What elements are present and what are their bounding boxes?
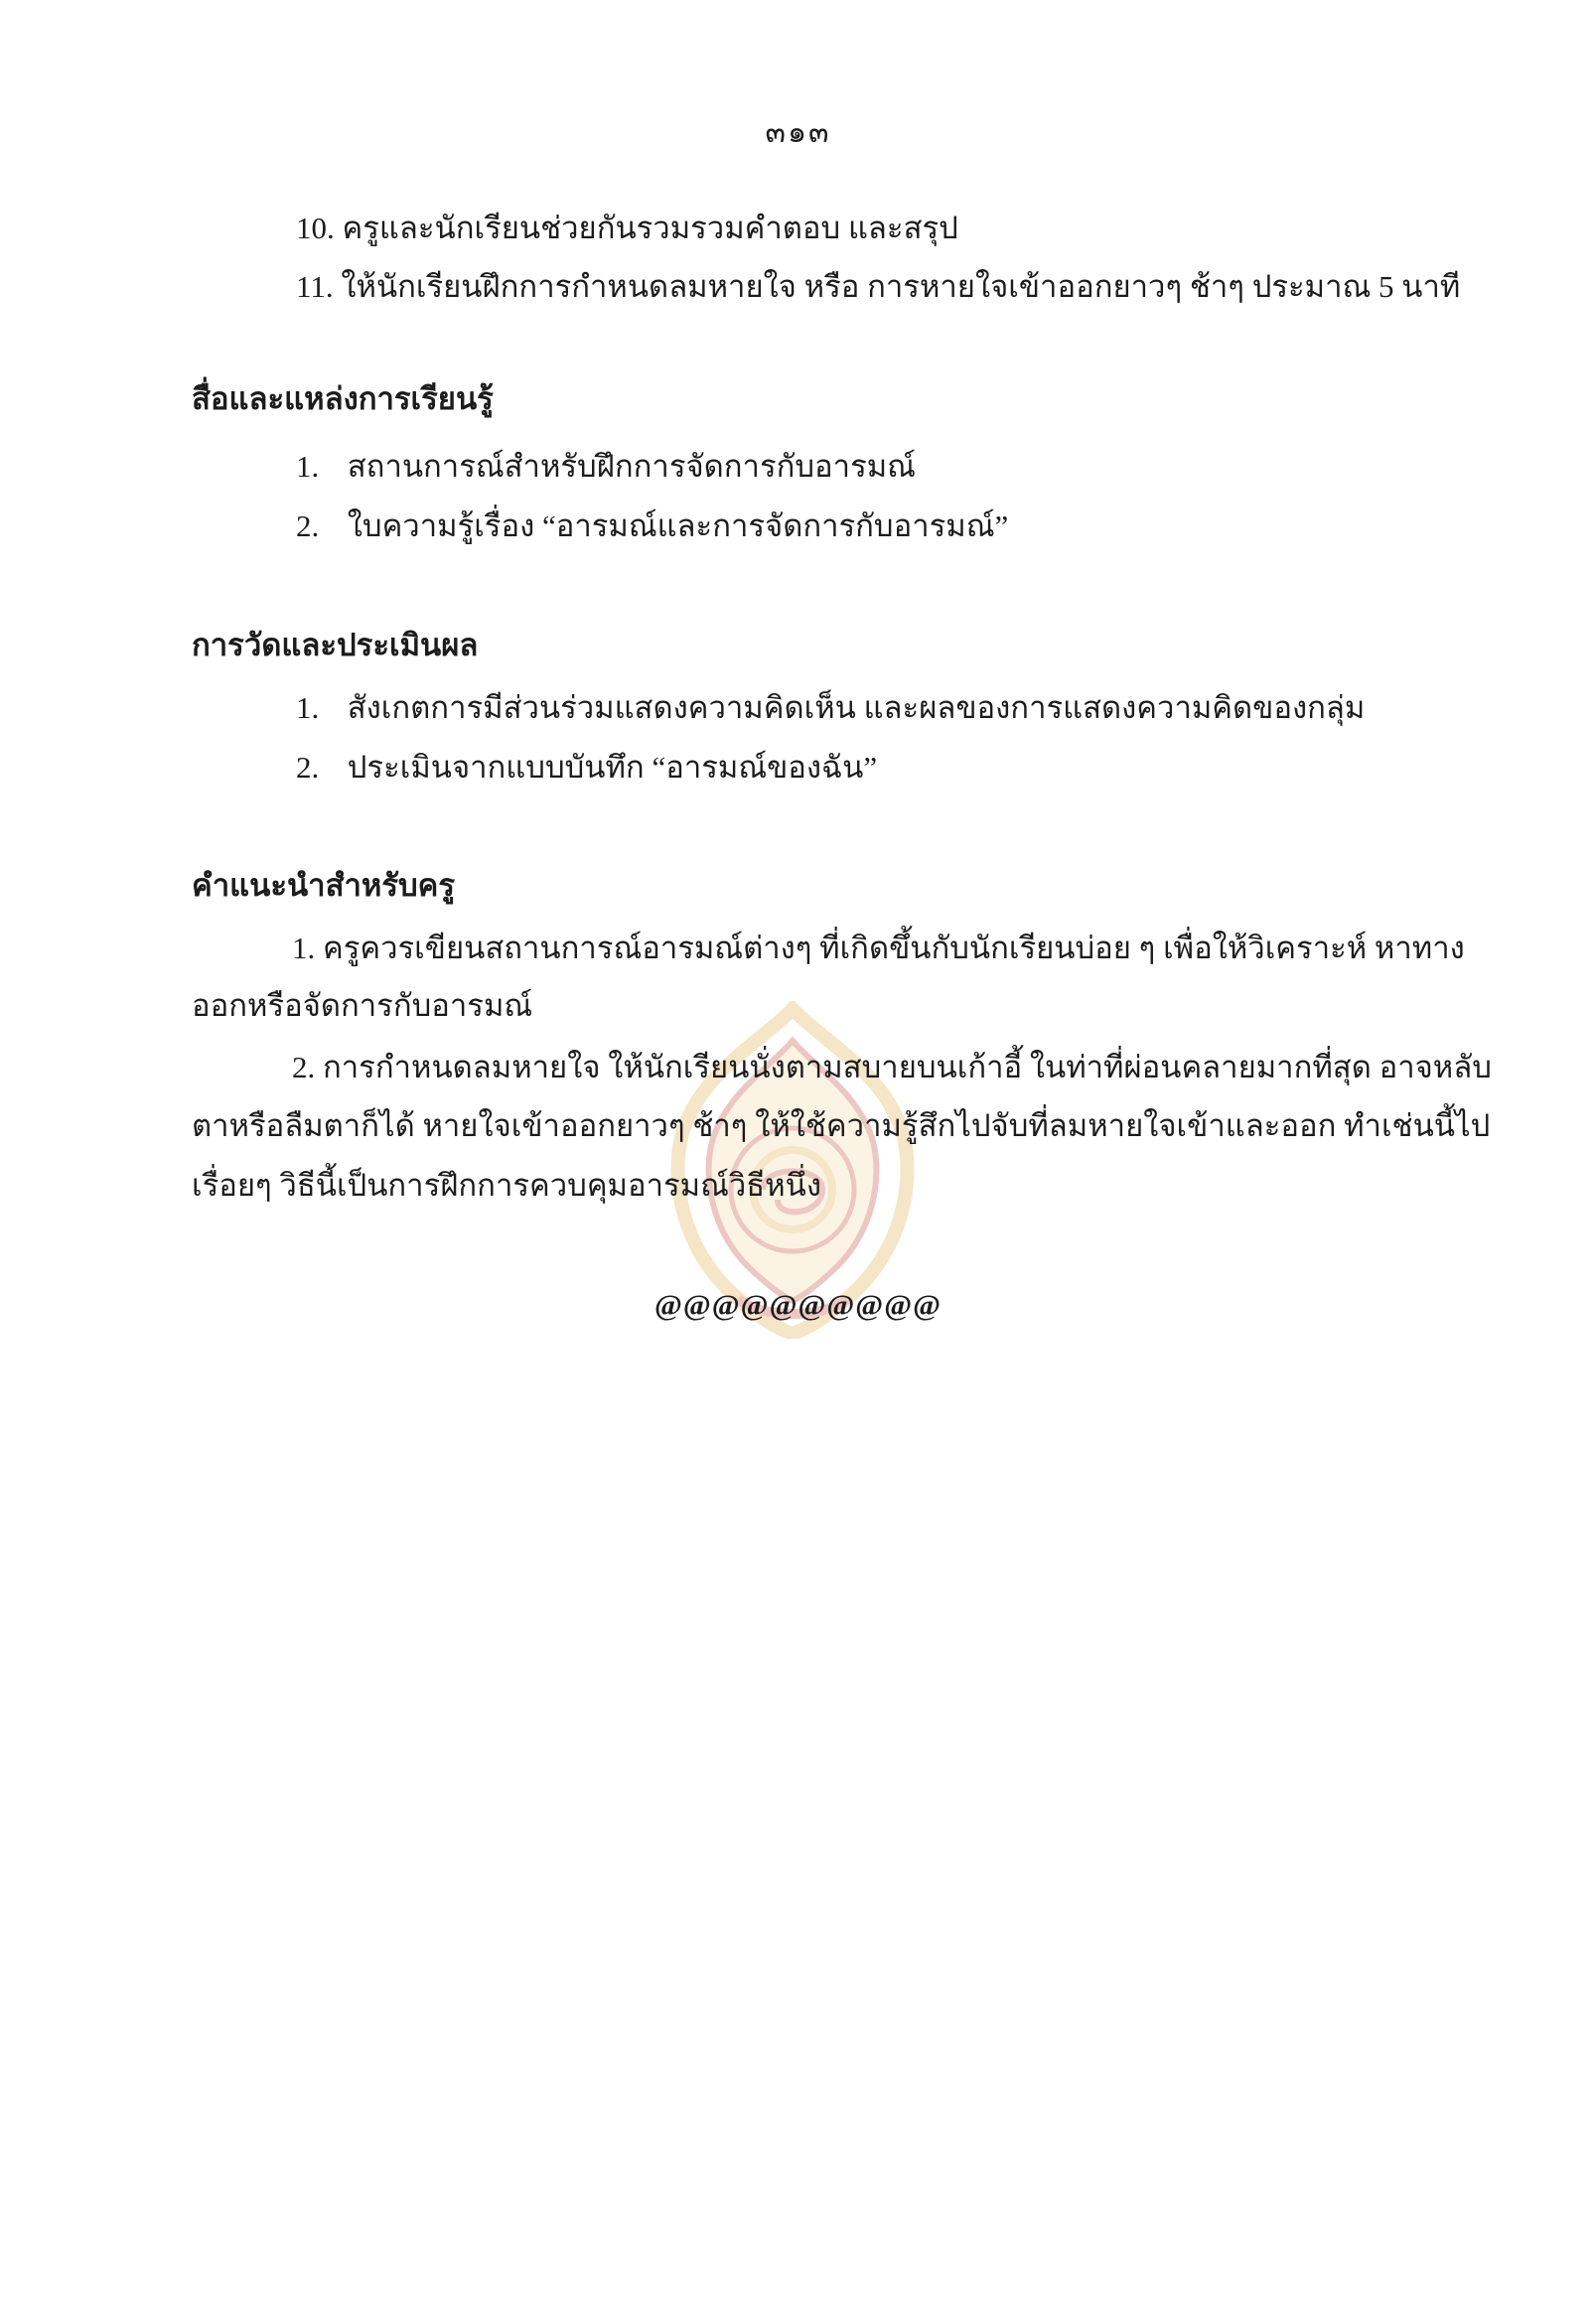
teacher-note-line: เรื่อยๆ วิธีนี้เป็นการฝึกการควบคุมอารมณ์วิธีหนึ่ง: [192, 1168, 821, 1203]
media-item-number: 2.: [296, 508, 320, 543]
end-mark: @@@@@@@@@@: [653, 1289, 943, 1322]
page-number: ๓๑๓: [765, 116, 831, 149]
media-item-number: 1.: [296, 449, 320, 484]
step-item: [296, 213, 958, 243]
media-item: [296, 510, 1008, 541]
teacher-note-line: 1. ครูควรเขียนสถานการณ์อารมณ์ต่างๆ ที่เกิดขึ้นกับนักเรียนบ่อย ๆ เพื่อให้วิเคราะห์ หาทาง: [292, 931, 1465, 965]
evaluation-item-number: 2.: [296, 750, 320, 785]
evaluation-item-text: สังเกตการมีส่วนร่วมแสดงความคิดเห็น และผลของการแสดงความคิดของกลุ่ม: [347, 690, 1366, 725]
media-item: [296, 451, 916, 482]
media-heading: สื่อและแหล่งการเรียนรู้: [192, 381, 494, 416]
teacher-note-line: 2. การกำหนดลมหายใจ ให้นักเรียนนั่งตามสบายบนเก้าอี้ ในท่าที่ผ่อนคลายมากที่สุด อาจหลับ: [292, 1050, 1492, 1084]
media-item-text: ใบความรู้เรื่อง “อารมณ์และการจัดการกับอารมณ์”: [347, 508, 1009, 543]
evaluation-item: [296, 752, 877, 783]
teacher-note-line: ออกหรือจัดการกับอารมณ์: [192, 988, 533, 1023]
evaluation-heading: การวัดและประเมินผล: [192, 628, 479, 662]
evaluation-item-number: 1.: [296, 690, 320, 725]
step-text: ให้นักเรียนฝึกการกำหนดลมหายใจ หรือ การหายใจเข้าออกยาวๆ ช้าๆ ประมาณ 5 นาที: [341, 269, 1461, 304]
teacher-notes-heading: คำแนะนำสำหรับครู: [192, 868, 456, 903]
step-number: 10.: [296, 211, 335, 245]
step-item: [296, 271, 1460, 302]
media-item-text: สถานการณ์สำหรับฝึกการจัดการกับอารมณ์: [347, 449, 916, 484]
step-text: ครูและนักเรียนช่วยกันรวมรวมคำตอบ และสรุป: [342, 211, 958, 245]
evaluation-item: [296, 692, 1365, 723]
step-number: 11.: [296, 269, 334, 304]
teacher-note-line: ตาหรือลืมตาก็ได้ หายใจเข้าออกยาวๆ ช้าๆ ให้ใช้ความรู้สึกไปจับที่ลมหายใจเข้าและออก ทำเช่นนี้ไป: [192, 1108, 1491, 1143]
evaluation-item-text: ประเมินจากแบบบันทึก “อารมณ์ของฉัน”: [347, 750, 878, 785]
